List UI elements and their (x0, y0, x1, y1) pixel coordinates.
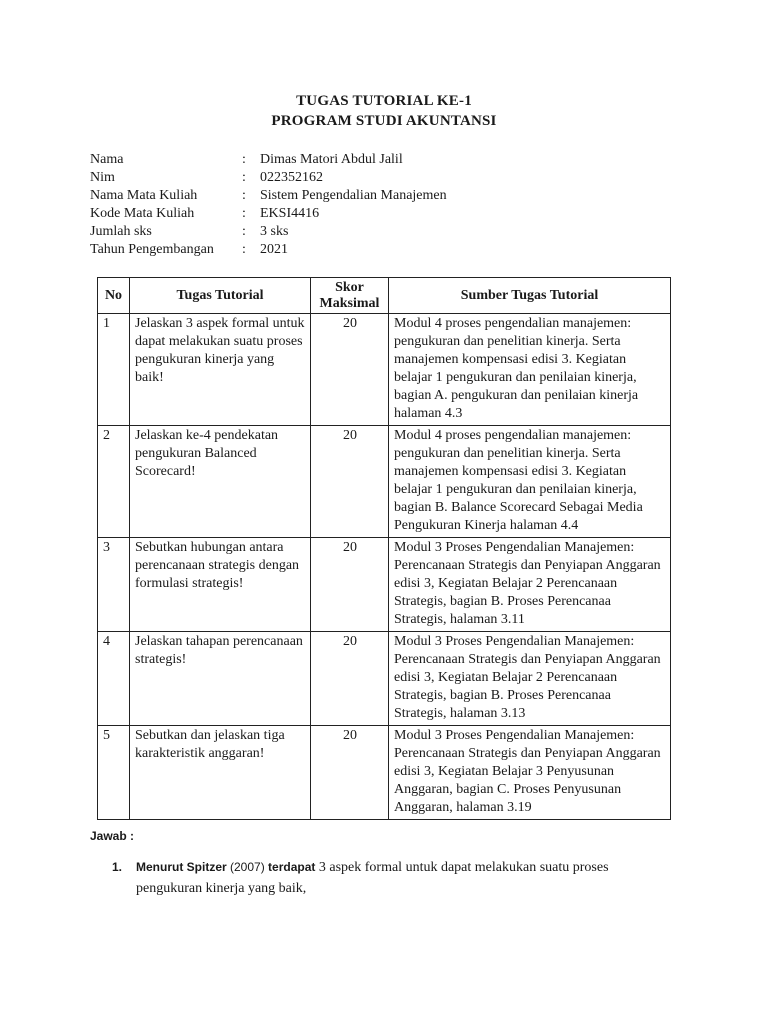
info-label: Tahun Pengembangan (90, 242, 214, 257)
cell-skor: 20 (311, 726, 389, 820)
table-row (98, 538, 671, 632)
info-colon: : (242, 188, 246, 203)
cell-no: 1 (98, 314, 130, 426)
info-label: Nim (90, 170, 115, 185)
cell-no: 5 (98, 726, 130, 820)
info-value: 022352162 (260, 170, 323, 185)
header-source: Sumber Tugas Tutorial (389, 278, 671, 314)
header-no: No (98, 278, 130, 314)
cell-no: 4 (98, 632, 130, 726)
answer-number: 1. (112, 860, 123, 874)
cell-source: Modul 3 Proses Pengendalian Manajemen: Perencanaan Strategis dan Penyiapan Anggaran edisi 3, Kegiatan Belajar 3 Penyusunan Anggaran, bagian C. Proses Penyusunan Anggaran, halaman 3.19 (389, 726, 671, 820)
info-colon: : (242, 170, 246, 185)
cell-source: Modul 4 proses pengendalian manajemen: pengukuran dan penelitian kinerja. Serta manajemen kompensasi edisi 3. Kegiatan belajar 1 pengukuran dan penilaian kinerja, bagian B. Balance Scorecard Sebagai Media Pengukuran Kinerja halaman 4.4 (389, 426, 671, 538)
info-label: Jumlah sks (90, 224, 152, 239)
table-header-row (98, 278, 671, 314)
table-row (98, 726, 671, 820)
cell-source: Modul 4 proses pengendalian manajemen: pengukuran dan penelitian kinerja. Serta manajemen kompensasi edisi 3. Kegiatan belajar 1 pengukuran dan penilaian kinerja, bagian A. pengukuran dan penilaian kinerja halaman 4.3 (389, 314, 671, 426)
cell-no: 2 (98, 426, 130, 538)
header-skor-line1: Skor (335, 279, 364, 295)
answer-item (112, 857, 672, 899)
cell-task: Sebutkan dan jelaskan tiga karakteristik anggaran! (130, 726, 311, 820)
cell-skor: 20 (311, 426, 389, 538)
cell-task: Jelaskan tahapan perencanaan strategis! (130, 632, 311, 726)
answer-lead-bold-2: terdapat (268, 860, 316, 874)
info-row-course-code (90, 205, 447, 223)
student-info (90, 151, 447, 259)
info-colon: : (242, 206, 246, 221)
table-row (98, 426, 671, 538)
cell-source: Modul 3 Proses Pengendalian Manajemen: Perencanaan Strategis dan Penyiapan Anggaran edisi 3, Kegiatan Belajar 2 Perencanaan Strategis, bagian B. Proses Perencanaa Strategis, halaman 3.11 (389, 538, 671, 632)
answer-lead-bold: Menurut Spitzer (136, 860, 227, 874)
tutorial-task-table (97, 277, 671, 820)
answer-text (136, 857, 672, 899)
cell-skor: 20 (311, 538, 389, 632)
info-label: Kode Mata Kuliah (90, 206, 195, 221)
info-row-course-name (90, 187, 447, 205)
info-row-nama (90, 151, 447, 169)
info-colon: : (242, 152, 246, 167)
cell-skor: 20 (311, 632, 389, 726)
info-value: 3 sks (260, 224, 289, 239)
answer-body: 3 aspek formal untuk dapat melakukan suatu proses pengukuran kinerja yang baik, (136, 860, 609, 896)
info-value: 2021 (260, 242, 288, 257)
answer-lead-year: (2007) (226, 860, 269, 874)
document-title: TUGAS TUTORIAL KE-1 (296, 93, 472, 109)
info-colon: : (242, 224, 246, 239)
answer-heading: Jawab : (90, 829, 135, 843)
info-label: Nama Mata Kuliah (90, 188, 198, 203)
info-row-nim (90, 169, 447, 187)
header-skor (311, 278, 389, 314)
info-value: Sistem Pengendalian Manajemen (260, 188, 447, 203)
cell-task: Jelaskan 3 aspek formal untuk dapat melakukan suatu proses pengukuran kinerja yang baik! (130, 314, 311, 426)
cell-skor: 20 (311, 314, 389, 426)
table-row (98, 314, 671, 426)
info-value: Dimas Matori Abdul Jalil (260, 152, 403, 167)
cell-no: 3 (98, 538, 130, 632)
program-title: PROGRAM STUDI AKUNTANSI (271, 113, 497, 129)
info-value: EKSI4416 (260, 206, 320, 221)
info-row-year (90, 241, 447, 259)
header-skor-line2: Maksimal (319, 295, 380, 311)
cell-task: Jelaskan ke-4 pendekatan pengukuran Balanced Scorecard! (130, 426, 311, 538)
header-task: Tugas Tutorial (130, 278, 311, 314)
cell-source: Modul 3 Proses Pengendalian Manajemen: Perencanaan Strategis dan Penyiapan Anggaran edisi 3, Kegiatan Belajar 2 Perencanaan Strategis, bagian B. Proses Perencanaa Strategis, halaman 3.13 (389, 632, 671, 726)
cell-task: Sebutkan hubungan antara perencanaan strategis dengan formulasi strategis! (130, 538, 311, 632)
info-colon: : (242, 242, 246, 257)
info-row-sks (90, 223, 447, 241)
table-row (98, 632, 671, 726)
info-label: Nama (90, 152, 124, 167)
